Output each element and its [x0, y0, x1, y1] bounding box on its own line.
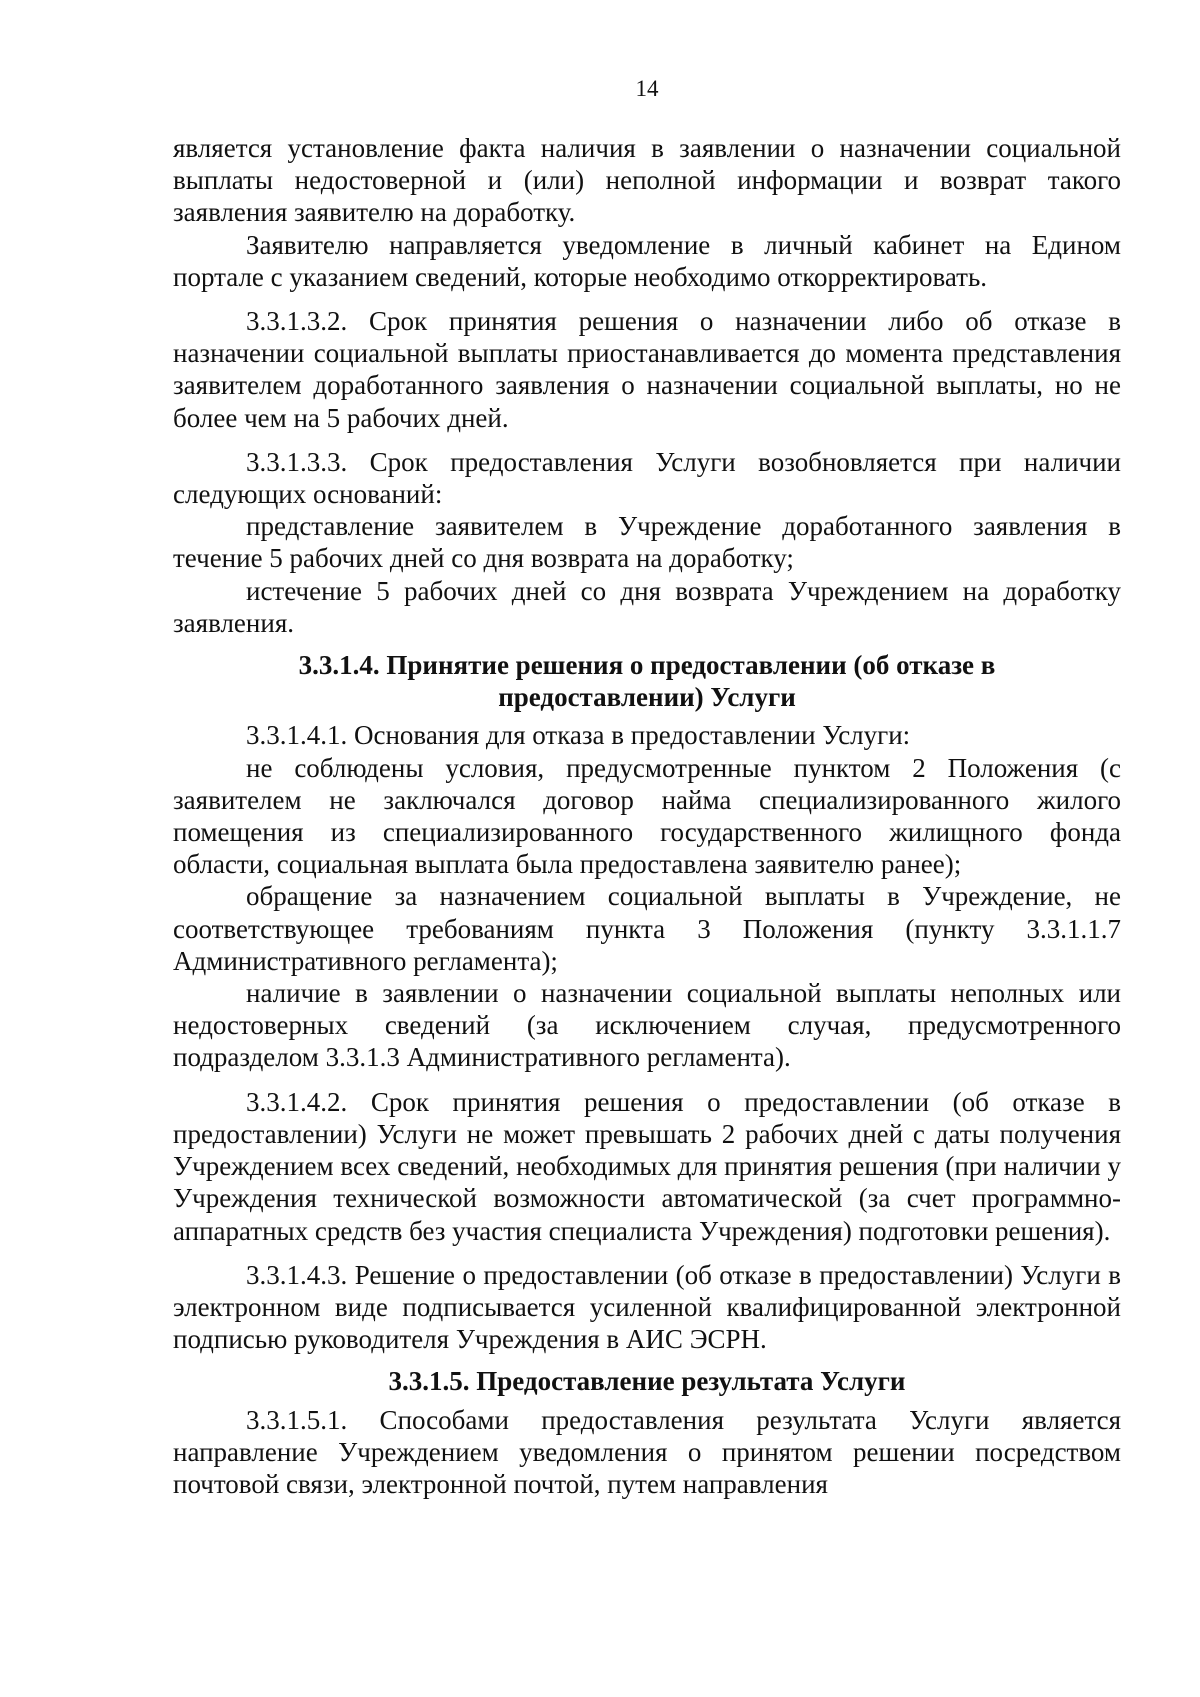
paragraph-3-3-1-4-2: 3.3.1.4.2. Срок принятия решения о предоставлении (об отказе в предоставлении) Услуги не может превышать 2 рабочих дней с даты получения Учреждением всех сведений, необходимых для принятия решения (при наличии у Учреждения технической возможности автоматической (за счет программно-аппаратных средств без участия специалиста Учреждения) подготовки решения). — [173, 1086, 1121, 1246]
section-heading-3-3-1-4-line2: предоставлении) Услуги — [498, 682, 796, 713]
paragraph-refusal-ground-1: не соблюдены условия, предусмотренные пунктом 2 Положения (с заявителем не заключался договор найма специализированного жилого помещения из специализированного государственного жилищного фонда области, социальная выплата была предоставлена заявителю ранее); — [173, 752, 1121, 880]
paragraph-3-3-1-4-3: 3.3.1.4.3. Решение о предоставлении (об отказе в предоставлении) Услуги в электронном виде подписывается усиленной квалифицированной электронной подписью руководителя Учреждения в АИС ЭСРН. — [173, 1259, 1121, 1355]
paragraph-refusal-ground-3: наличие в заявлении о назначении социальной выплаты неполных или недостоверных сведений (за исключением случая, предусмотренного подразделом 3.3.1.3 Административного регламента). — [173, 978, 1121, 1073]
paragraph-3-3-1-5-1: 3.3.1.5.1. Способами предоставления результата Услуги является направление Учреждением уведомления о принятом решении посредством почтовой связи, электронной почтой, путем направления — [173, 1404, 1121, 1499]
paragraph-3-3-1-4-1: 3.3.1.4.1. Основания для отказа в предоставлении Услуги: — [246, 720, 911, 751]
page-number: 14 — [635, 76, 659, 101]
section-heading-3-3-1-4 — [173, 649, 1121, 713]
paragraph-ground-2: истечение 5 рабочих дней со дня возврата Учреждением на доработку заявления. — [173, 575, 1121, 638]
paragraph-3-3-1-3-2: 3.3.1.3.2. Срок принятия решения о назначении либо об отказе в назначении социальной выплаты приостанавливается до момента представления заявителем доработанного заявления о назначении социальной выплаты, но не более чем на 5 рабочих дней. — [173, 306, 1121, 433]
paragraph-continuation: является установление факта наличия в заявлении о назначении социальной выплаты недостоверной и (или) неполной информации и возврат такого заявления заявителю на доработку. — [173, 133, 1121, 228]
paragraph-notification: Заявителю направляется уведомление в личный кабинет на Едином портале с указанием сведений, которые необходимо откорректировать. — [173, 229, 1121, 292]
document-body — [173, 132, 1121, 1500]
section-heading-3-3-1-5: 3.3.1.5. Предоставление результата Услуги — [388, 1366, 906, 1397]
section-heading-3-3-1-4-line1: 3.3.1.4. Принятие решения о предоставлении (об отказе в — [298, 650, 996, 681]
paragraph-ground-1: представление заявителем в Учреждение доработанного заявления в течение 5 рабочих дней со дня возврата на доработку; — [173, 511, 1121, 574]
paragraph-refusal-ground-2: обращение за назначением социальной выплаты в Учреждение, не соответствующее требованиям пункта 3 Положения (пункту 3.3.1.1.7 Административного регламента); — [173, 881, 1121, 976]
paragraph-3-3-1-3-3: 3.3.1.3.3. Срок предоставления Услуги возобновляется при наличии следующих оснований: — [173, 446, 1121, 510]
